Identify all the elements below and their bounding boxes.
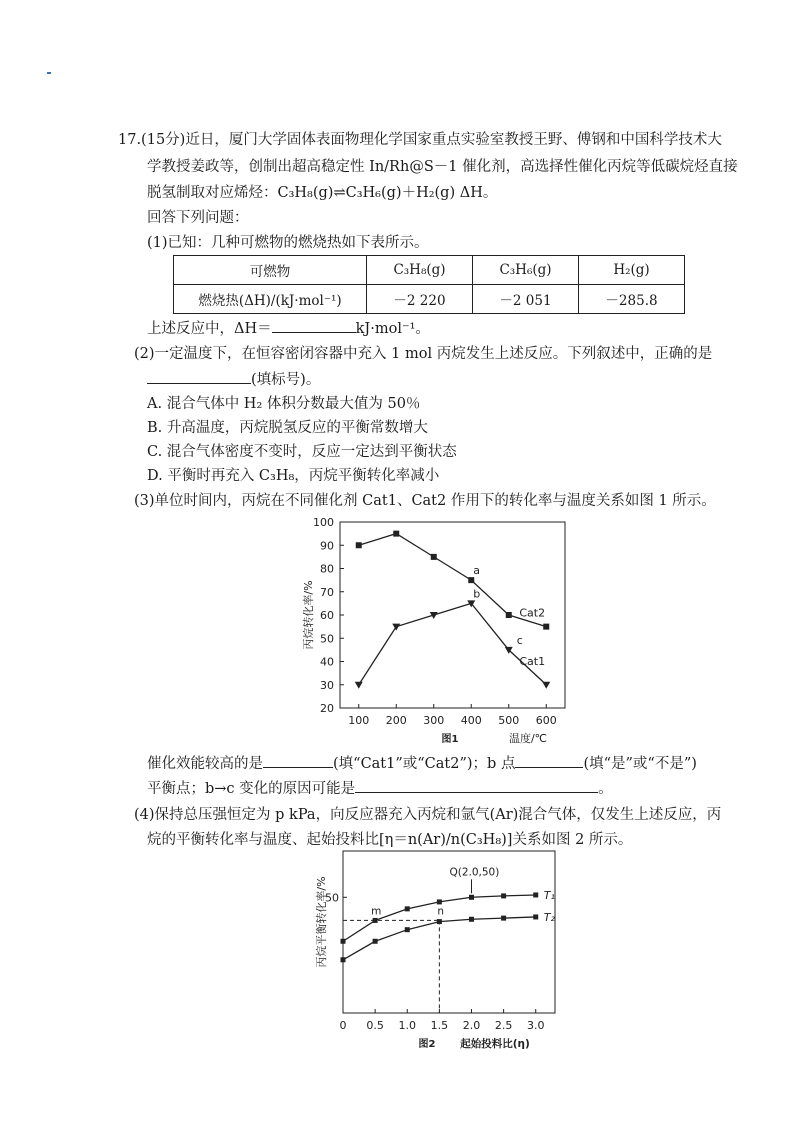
figure-title: 图1: [441, 734, 459, 745]
x-axis-title: 温度/℃: [508, 732, 548, 745]
b-point-blank[interactable]: [515, 753, 583, 768]
y-axis-title: 丙烷平衡转化率/%: [315, 876, 328, 968]
option-c: C. 混合气体密度不变时，反应一定达到平衡状态: [147, 444, 457, 460]
y-tick-label: 50: [320, 632, 334, 646]
x-tick-label: 400: [460, 714, 482, 727]
data-point: [533, 914, 538, 919]
annotation-m: m: [371, 905, 382, 918]
x-tick-label: 0: [339, 1019, 347, 1032]
y-axis-title: 丙烷转化率/%: [302, 580, 315, 650]
figure-title: 图2: [418, 1039, 436, 1050]
part1-answer-line: [147, 318, 430, 339]
data-point: [469, 917, 474, 922]
data-point: [501, 916, 506, 921]
y-tick-label: 100: [313, 516, 334, 529]
scan-speck: [47, 72, 51, 74]
data-point: [437, 919, 442, 924]
x-tick-label: 1.0: [398, 1019, 416, 1032]
table-cell: －285.8: [579, 285, 685, 314]
x-tick-label: 0.5: [366, 1019, 384, 1032]
annotation-b: b: [473, 587, 481, 601]
y-tick-label: 40: [320, 655, 334, 669]
data-point: [469, 895, 474, 900]
option-d: D. 平衡时再充入 C₃H₈，丙烷平衡转化率减小: [147, 468, 440, 484]
combustion-heat-table: [173, 255, 685, 314]
legend-label: T₁: [543, 888, 555, 902]
x-tick-label: 600: [535, 714, 557, 727]
data-point: [437, 899, 442, 904]
y-tick-label: 50: [325, 891, 339, 905]
table-cell: －2 051: [473, 285, 579, 314]
data-point: [501, 893, 506, 898]
part3-q-a2: (填“Cat1”或“Cat2”)；b 点: [333, 756, 516, 772]
y-tick-label: 30: [320, 678, 334, 692]
x-tick-label: 100: [348, 714, 370, 727]
part1-intro: (1)已知：几种可燃物的燃烧热如下表所示。: [147, 235, 429, 251]
part2-answer-blank[interactable]: [147, 369, 251, 384]
x-tick-label: 3.0: [526, 1019, 545, 1032]
part1-answer-prefix: 上述反应中，ΔH＝: [147, 321, 272, 337]
data-point: [506, 612, 512, 618]
part4-line-2: 烷的平衡转化率与温度、起始投料比[η＝n(Ar)/n(C₃H₈)]关系如图 2 所示。: [147, 832, 633, 848]
table-header-row: [174, 256, 685, 285]
table-row: [174, 285, 685, 314]
x-tick-label: 200: [385, 714, 407, 727]
legend-label: Cat2: [519, 606, 546, 620]
part2-line-1: (2)一定温度下，在恒容密闭容器中充入 1 mol 丙烷发生上述反应。下列叙述中，正确的是: [134, 346, 713, 362]
data-point: [468, 577, 474, 583]
part3-question-line-1: [147, 753, 697, 774]
part3-q-b1: 平衡点；b→c 变化的原因可能是: [147, 781, 356, 797]
figure-2-chart: [305, 843, 575, 1053]
part3-intro: (3)单位时间内，丙烷在不同催化剂 Cat1、Cat2 作用下的转化率与温度关系如图 1 所示。: [134, 493, 716, 509]
question-line-1: 17.(15分)近日，厦门大学固体表面物理化学国家重点实验室教授王野、傅钢和中国科学技术大: [118, 132, 722, 148]
legend-label: T₂: [543, 910, 555, 924]
data-point: [431, 554, 437, 560]
reason-blank[interactable]: [355, 778, 598, 793]
delta-h-blank[interactable]: [272, 318, 356, 333]
y-tick-label: 70: [320, 585, 334, 599]
data-point: [341, 939, 346, 944]
figure-1-chart: [290, 512, 590, 752]
annotation-n: n: [437, 905, 445, 918]
annotation-a: a: [473, 564, 480, 578]
part1-answer-suffix: kJ·mol⁻¹。: [355, 321, 430, 337]
table-header-cell: C₃H₆(g): [473, 256, 579, 285]
data-point: [355, 682, 363, 689]
legend-label: Cat1: [519, 654, 546, 668]
x-tick-label: 1.5: [430, 1019, 449, 1032]
annotation-c: c: [516, 633, 523, 647]
data-point: [533, 892, 538, 897]
x-tick-label: 300: [423, 714, 445, 727]
data-point: [405, 927, 410, 932]
annotation-q: Q(2.0,50): [449, 866, 500, 879]
x-tick-label: 2.0: [462, 1019, 481, 1032]
question-line-3: 脱氢制取对应烯烃：C₃H₈(g)⇌C₃H₆(g)＋H₂(g) ΔH。: [147, 185, 498, 201]
x-axis-title: 起始投料比(η): [460, 1038, 530, 1050]
data-point: [373, 918, 378, 923]
data-point: [542, 682, 550, 689]
part3-q-a3: (填“是”或“不是”): [583, 756, 697, 772]
data-point: [392, 624, 400, 631]
option-a: A. 混合气体中 H₂ 体积分数最大值为 50％: [147, 396, 421, 412]
data-point: [543, 624, 549, 630]
option-b: B. 升高温度，丙烷脱氢反应的平衡常数增大: [147, 420, 428, 436]
part3-q-b2: 。: [598, 781, 613, 797]
question-line-2: 学教授姜政等，创制出超高稳定性 In/Rh@S－1 催化剂，高选择性催化丙烷等低碳烷烃直接: [147, 159, 738, 175]
y-tick-label: 20: [320, 702, 334, 715]
table-cell: －2 220: [367, 285, 473, 314]
data-point: [393, 531, 399, 537]
part2-line-2-suffix: (填标号)。: [251, 372, 321, 388]
y-tick-label: 90: [320, 539, 334, 553]
y-tick-label: 60: [320, 609, 334, 622]
question-line-4: 回答下列问题：: [147, 210, 249, 226]
catalyst-blank[interactable]: [263, 753, 333, 768]
table-cell: 燃烧热(ΔH)/(kJ·mol⁻¹): [174, 285, 367, 314]
data-point: [341, 957, 346, 962]
data-point: [356, 542, 362, 548]
data-point: [405, 906, 410, 911]
data-point: [373, 939, 378, 944]
x-tick-label: 500: [498, 714, 520, 727]
part4-line-1: (4)保持总压强恒定为 p kPa，向反应器充入丙烷和氩气(Ar)混合气体，仅发生上述反应，丙: [134, 807, 722, 823]
series-line-cat2: [359, 534, 547, 627]
table-header-cell: 可燃物: [174, 256, 367, 285]
table-header-cell: C₃H₈(g): [367, 256, 473, 285]
part3-question-line-2: [147, 778, 613, 799]
part2-line-2: [147, 369, 320, 390]
table-header-cell: H₂(g): [579, 256, 685, 285]
x-tick-label: 2.5: [494, 1019, 513, 1032]
part3-q-a1: 催化效能较高的是: [147, 756, 263, 772]
y-tick-label: 80: [320, 562, 334, 576]
